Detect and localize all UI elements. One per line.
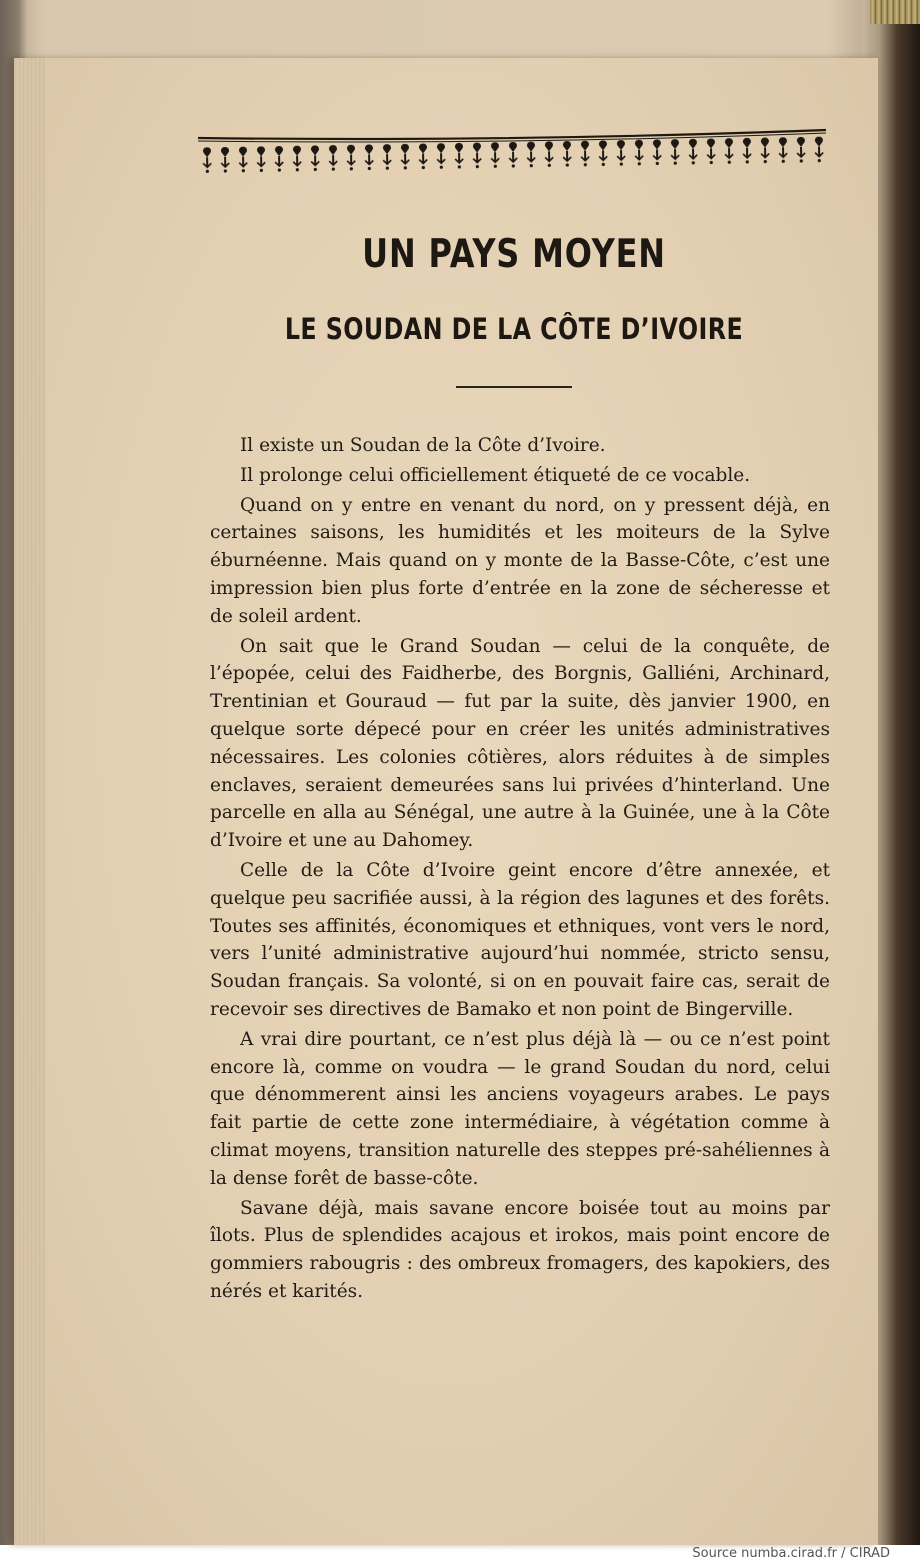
ornamental-border xyxy=(198,128,826,174)
body-text xyxy=(210,432,830,1308)
source-credit: Source numba.cirad.fr / CIRAD xyxy=(692,1546,890,1561)
page-stack-edge xyxy=(14,58,46,1545)
paragraph: Savane déjà, mais savane encore boisée tout au moins par îlots. Plus de splendides acajous et irokos, mais point encore de gommiers rabougris : des ombreux fromagers, des kapokiers, des nérés et karités. xyxy=(210,1197,830,1302)
page-subtitle: LE SOUDAN DE LA CÔTE D’IVOIRE xyxy=(284,312,744,346)
paragraph: Il existe un Soudan de la Côte d’Ivoire. xyxy=(240,435,606,456)
paragraph: A vrai dire pourtant, ce n’est plus déjà là — ou ce n’est point encore là, comme on voudra — le grand Soudan du nord, celui que dénommerent ainsi les anciens voyageurs arabes. Le pays fait partie de cette zone intermédiaire, à végétation comme à climat moyens, transition naturelle des steppes pré-sahéliennes à la dense forêt de basse-côte. xyxy=(210,1028,830,1189)
page-title: UN PAYS MOYEN xyxy=(362,232,666,277)
paragraph: Quand on y entre en venant du nord, on y pressent déjà, en certaines saisons, les humidités et les moiteurs de la Sylve éburnéenne. Mais quand on y monte de la Basse-Côte, c’est une impression bien plus forte d’entrée en la zone de sécheresse et de soleil ardent. xyxy=(210,494,830,627)
paragraph: On sait que le Grand Soudan — celui de la conquête, de l’épopée, celui des Faidherbe, des Borgnis, Galliéni, Archinard, Trentinian et Gouraud — fut par la suite, dès janvier 1900, en quelque sorte dépecé pour en créer les unités administratives nécessaires. Les colonies côtières, alors réduites à de simples enclaves, seraient demeurées sans lui privées d’hinterland. Une parcelle en alla au Sénégal, une autre à la Guinée, une à la Côte d’Ivoire et une au Dahomey. xyxy=(210,635,830,852)
title-divider xyxy=(456,386,572,388)
paragraph: Celle de la Côte d’Ivoire geint encore d’être annexée, et quelque peu sacrifiée aussi, à la région des lagunes et des forêts. Toutes ses affinités, économiques et ethniques, vont vers le nord, vers l’unité administrative aujourd’hui nommée, stricto sensu, Soudan français. Sa volonté, si on en pouvait faire cas, serait de recevoir ses directives de Bamako et non point de Bingerville. xyxy=(210,859,830,1020)
book-binding-edge xyxy=(870,0,920,24)
paragraph: Il prolonge celui officiellement étiqueté de ce vocable. xyxy=(240,464,751,486)
